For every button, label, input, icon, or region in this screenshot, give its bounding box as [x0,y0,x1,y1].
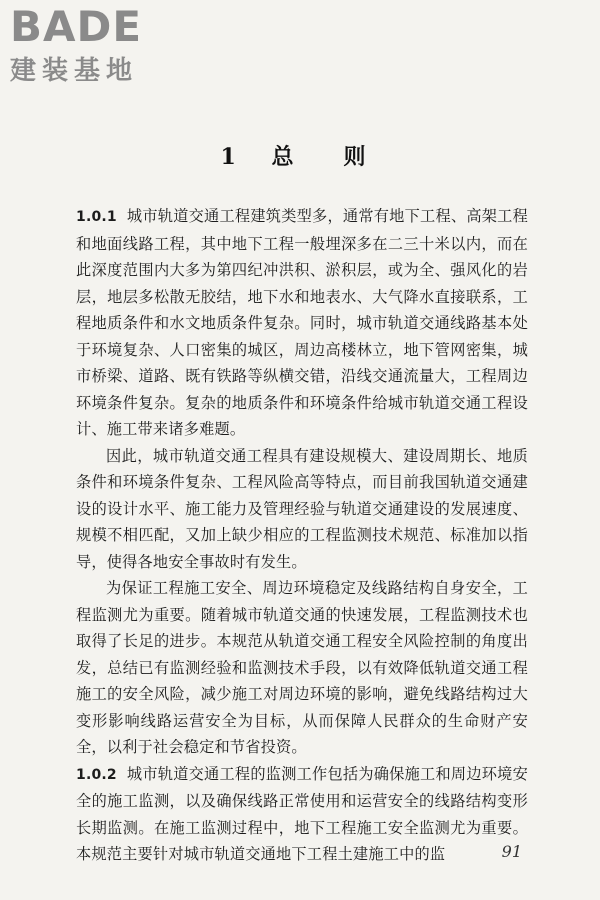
chapter-title: 1 总 则 [220,144,380,170]
logo-mark: BADE [10,2,143,51]
logo-chinese-text: 建装基地 [10,56,139,86]
clause-number: 1.0.1 [76,209,117,225]
clause-text: 城市轨道交通工程的监测工作包括为确保施工和周边环境安全的施工监测，以及确保线路正常使用和运营安全的线路结构变形长期监测。在施工监测过程中，地下工程施工安全监测尤为重要。本规范主要针对城市轨道交通地下工程土建施工中的监 [76,764,528,863]
paragraph: 因此，城市轨道交通工程具有建设规模大、建设周期长、地质条件和环境条件复杂、工程风险高等特点，而目前我国轨道交通建设的设计水平、施工能力及管理经验与轨道交通建设的发展速度、规模不相匹配，又加上缺少相应的工程监测技术规范、标准加以指导，使得各地安全事故时有发生。 [76,446,528,571]
clause-number: 1.0.2 [76,766,117,783]
clause-text: 城市轨道交通工程建筑类型多，通常有地下工程、高架工程和地面线路工程，其中地下工程一般埋深多在二三十米以内，而在此深度范围内大多为第四纪冲洪积、淤积层，或为全、强风化的岩层，地层多松散无胶结，地下水和地表水、大气降水直接联系，工程地质条件和水文地质条件复杂。同时，城市轨道交通线路基本处于环境复杂、人口密集的城区，周边高楼林立，地下管网密集，城市桥梁、道路、既有铁路等纵横交错，沿线交通流量大，工程周边环境条件复杂。复杂的地质条件和环境条件给城市轨道交通工程设计、施工带来诸多难题。 [76,207,528,438]
page-number: 91 [501,842,522,861]
paragraph: 为保证工程施工安全、周边环境稳定及线路结构自身安全，工程监测尤为重要。随着城市轨道交通的快速发展，工程监测技术也取得了长足的进步。本规范从轨道交通工程安全风险控制的角度出发，总结已有监测经验和监测技术手段，以有效降低轨道交通工程施工的安全风险，减少施工对周边环境的影响，避免线路结构过大变形影响线路运营安全为目标，从而保障人民群众的生命财产安全，以利于社会稳定和节省投资。 [76,579,528,756]
clause-1-0-2 [76,761,528,868]
bade-logo [10,4,180,92]
clause-1-0-1 [76,203,528,443]
document-body [76,203,528,868]
